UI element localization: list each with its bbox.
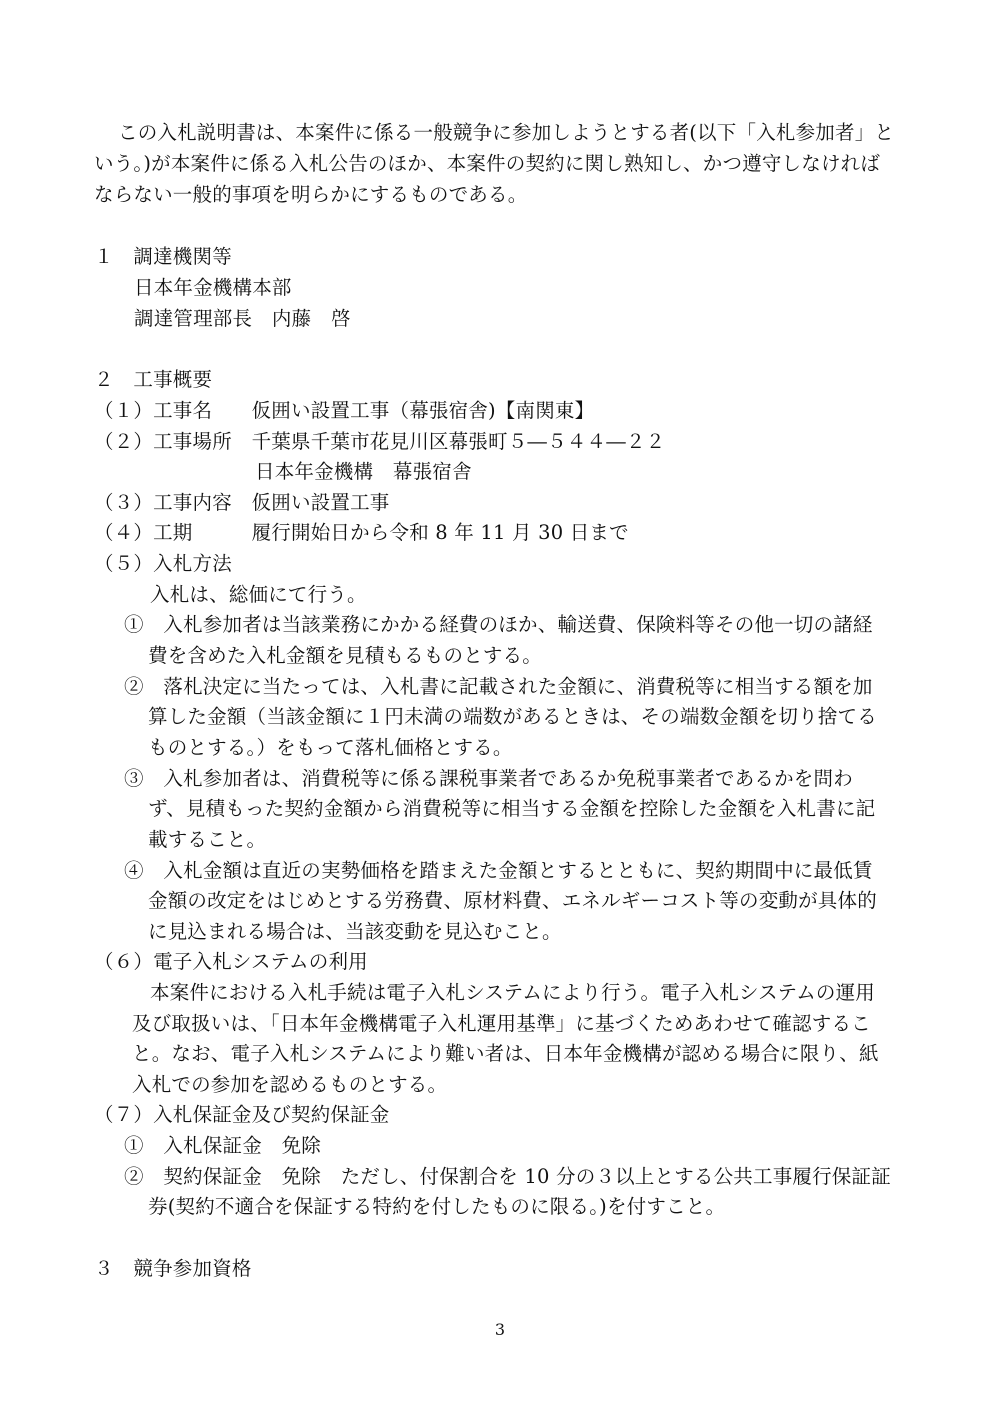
intro-line-2: いう。)が本案件に係る入札公告のほか、本案件の契約に関し熟知し、かつ遵守しなければ: [94, 152, 881, 175]
electronic-bidding-line-2: 及び取扱いは、「日本年金機構電子入札運用基準」に基づくためあわせて確認するこ: [132, 1012, 871, 1035]
contract-deposit-line-2: 券(契約不適合を保証する特約を付したものに限る。)を付すこと。: [148, 1195, 726, 1218]
bid-method-lead: 入札は、総価にて行う。: [150, 583, 367, 606]
bid-method-title: （５）入札方法: [94, 552, 232, 575]
work-location-facility: 日本年金機構 幕張宿舎: [255, 460, 472, 483]
section-1-heading: １ 調達機関等: [94, 245, 232, 268]
bid-method-item-3-line-1: ③ 入札参加者は、消費税等に係る課税事業者であるか免税事業者であるかを問わ: [124, 767, 853, 790]
bid-deposit: ① 入札保証金 免除: [124, 1134, 322, 1157]
bid-method-item-2-line-2: 算した金額（当該金額に１円未満の端数があるときは、その端数金額を切り捨てる: [148, 705, 877, 728]
bid-method-item-4-line-2: 金額の改定をはじめとする労務費、原材料費、エネルギーコスト等の変動が具体的: [148, 889, 877, 912]
bid-method-item-4-line-1: ④ 入札金額は直近の実勢価格を踏まえた金額とするとともに、契約期間中に最低賃: [124, 859, 873, 882]
electronic-bidding-title: （６）電子入札システムの利用: [94, 950, 368, 973]
bid-method-item-2-line-1: ② 落札決定に当たっては、入札書に記載された金額に、消費税等に相当する額を加: [124, 675, 873, 698]
electronic-bidding-line-4: 入札での参加を認めるものとする。: [132, 1073, 448, 1096]
contract-deposit-line-1: ② 契約保証金 免除 ただし、付保割合を 10 分の３以上とする公共工事履行保証証: [124, 1165, 891, 1188]
procuring-organization: 日本年金機構本部: [134, 276, 292, 299]
work-content: （３）工事内容 仮囲い設置工事: [94, 491, 390, 514]
work-name: （１）工事名 仮囲い設置工事（幕張宿舎)【南関東】: [94, 399, 595, 422]
page-number: 3: [494, 1320, 506, 1339]
bid-method-item-1-line-1: ① 入札参加者は当該業務にかかる経費のほか、輸送費、保険料等その他一切の諸経: [124, 613, 873, 636]
deposit-title: （７）入札保証金及び契約保証金: [94, 1103, 390, 1126]
bid-method-item-4-line-3: に見込まれる場合は、当該変動を見込むこと。: [148, 920, 562, 943]
electronic-bidding-line-1: 本案件における入札手続は電子入札システムにより行う。電子入札システムの運用: [150, 981, 876, 1004]
intro-line-1: この入札説明書は、本案件に係る一般競争に参加しようとする者(以下「入札参加者」と: [118, 121, 895, 144]
bid-method-item-3-line-2: ず、見積もった契約金額から消費税等に相当する金額を控除した金額を入札書に記: [148, 797, 876, 820]
procuring-official: 調達管理部長 内藤 啓: [134, 307, 351, 330]
electronic-bidding-line-3: と。なお、電子入札システムにより難い者は、日本年金機構が認める場合に限り、紙: [132, 1042, 879, 1065]
section-2-heading: ２ 工事概要: [94, 368, 213, 391]
work-location: （２）工事場所 千葉県千葉市花見川区幕張町５―５４４―２２: [94, 430, 666, 453]
intro-line-3: ならない一般的事項を明らかにするものである。: [94, 183, 528, 206]
section-3-heading: ３ 競争参加資格: [94, 1257, 252, 1280]
bid-method-item-1-line-2: 費を含めた入札金額を見積もるものとする。: [148, 644, 543, 667]
bid-method-item-3-line-3: 載すること。: [148, 828, 267, 851]
work-period: （４）工期 履行開始日から令和 8 年 11 月 30 日まで: [94, 521, 629, 544]
bid-method-item-2-line-3: ものとする。）をもって落札価格とする。: [148, 736, 513, 759]
